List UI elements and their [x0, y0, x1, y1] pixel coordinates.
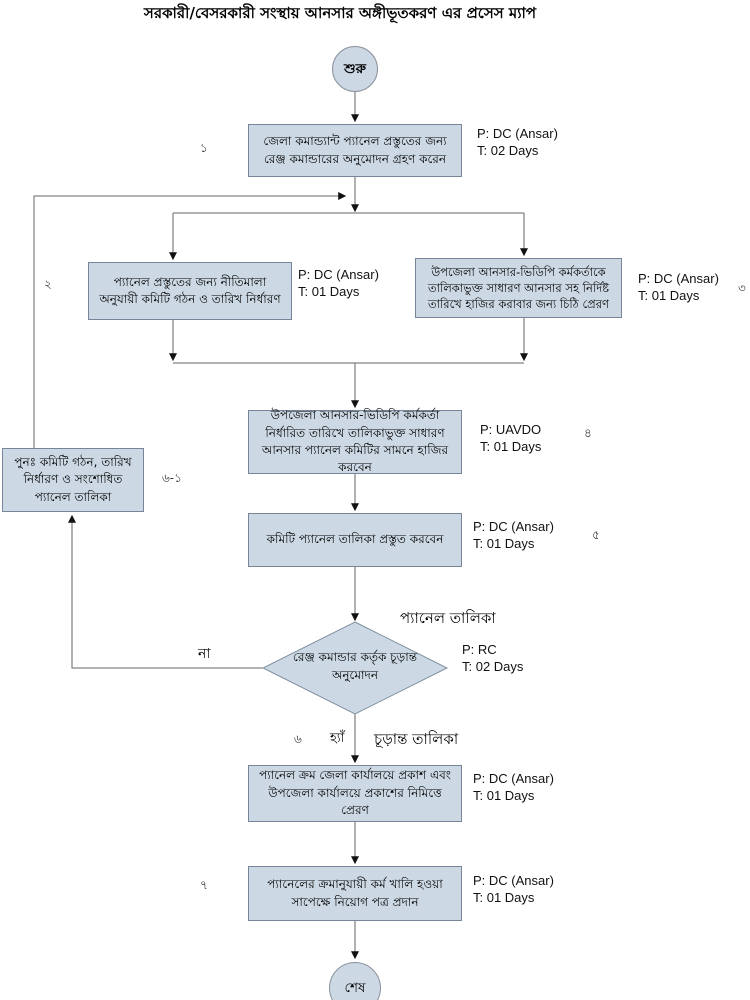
decision-number: ৬: [294, 732, 302, 746]
step5-text: কমিটি প্যানেল তালিকা প্রস্তুত করবেন: [266, 532, 444, 547]
step2-number: ২: [44, 277, 52, 291]
panel-list-label: প্যানেল তালিকা: [400, 609, 496, 627]
final-list-label: চূড়ান্ত তালিকা: [374, 730, 459, 748]
step2-box: [88, 262, 292, 320]
step3-box: [415, 258, 622, 318]
no-branch-label: না: [198, 646, 211, 662]
step2-annotation: [298, 266, 379, 300]
step5-time: T: 01 Days: [473, 536, 535, 551]
step3-text: উপজেলা আনসার-ভিডিপি কর্মকর্তাকে তালিকাভুক্ত সাধারণ আনসার সহ নির্দিষ্ট তারিখে হাজির করাবার জন্য চিঠি প্রেরণ: [427, 264, 610, 312]
step1-box: [248, 124, 462, 177]
decision-annotation: [462, 641, 523, 675]
step5-number: ৫: [592, 528, 600, 542]
step2-time: T: 01 Days: [298, 284, 360, 299]
step7-text: প্যানেলের ক্রমানুযায়ী কর্ম খালি হওয়া সাপেক্ষে নিয়োগ পত্র প্রদান: [267, 877, 443, 909]
step3-performer: P: DC (Ansar): [638, 271, 719, 286]
page-title: সরকারী/বেসরকারী সংস্থায় আনসার অঙ্গীভূতকরণ এর প্রসেস ম্যাপ: [143, 4, 537, 22]
start-node: [332, 46, 378, 92]
step4-box: [248, 410, 462, 474]
step7-annotation: [473, 872, 554, 906]
step3-annotation: [638, 270, 719, 304]
step5-box: [248, 513, 462, 567]
step6-annotation: [473, 770, 554, 804]
redo-box: [2, 448, 144, 512]
step3-number: ৩: [738, 281, 746, 295]
step6-performer: P: DC (Ansar): [473, 771, 554, 786]
step6-box: [248, 765, 462, 822]
step6-time: T: 01 Days: [473, 788, 535, 803]
step1-number: ১: [200, 141, 208, 155]
redo-text: পুনঃ কমিটি গঠন, তারিখ নির্ধারণ ও সংশোধিত প্যানেল তালিকা: [14, 454, 132, 504]
redo-number: ৬-১: [162, 471, 182, 485]
end-node-label: শেষ: [344, 979, 366, 996]
step4-number: ৪: [584, 426, 592, 440]
step1-performer: P: DC (Ansar): [477, 126, 558, 141]
step4-annotation: [480, 421, 541, 455]
step1-annotation: [477, 125, 558, 159]
decision-performer: P: RC: [462, 642, 497, 657]
step5-annotation: [473, 518, 554, 552]
step4-time: T: 01 Days: [480, 439, 542, 454]
step7-performer: P: DC (Ansar): [473, 873, 554, 888]
step2-performer: P: DC (Ansar): [298, 267, 379, 282]
step4-performer: P: UAVDO: [480, 422, 542, 437]
step1-text: জেলা কমান্ড্যান্ট প্যানেল প্রস্তুতের জন্য রেঞ্জ কমান্ডারের অনুমোদন গ্রহণ করেন: [263, 134, 447, 166]
step3-time: T: 01 Days: [638, 288, 700, 303]
start-node-label: শুরু: [344, 60, 366, 77]
step7-number: ৭: [200, 878, 208, 892]
decision-text: রেঞ্জ কমান্ডার কর্তৃক চূড়ান্ত অনুমোদন: [293, 650, 417, 682]
step4-text: উপজেলা আনসার-ভিডিপি কর্মকর্তা নির্ধারিত তারিখে তালিকাভুক্ত সাধারণ আনসার প্যানেল কমিটির সামনে হাজির করবেন: [261, 408, 449, 475]
step7-time: T: 01 Days: [473, 890, 535, 905]
arrow-decision-no-to-redo: [72, 516, 263, 668]
yes-branch-label: হ্যাঁ: [330, 731, 345, 746]
step7-box: [248, 866, 462, 921]
step2-text: প্যানেল প্রস্তুতের জন্য নীতিমালা অনুযায়ী কমিটি গঠন ও তারিখ নির্ধারণ: [99, 274, 281, 306]
step1-time: T: 02 Days: [477, 143, 539, 158]
step5-performer: P: DC (Ansar): [473, 519, 554, 534]
decision-time: T: 02 Days: [462, 659, 524, 674]
step6-text: প্যানেল ক্রম জেলা কার্যালয়ে প্রকাশ এবং উপজেলা কার্যালয়ে প্রকাশের নিমিত্তে প্রেরণ: [259, 768, 451, 818]
